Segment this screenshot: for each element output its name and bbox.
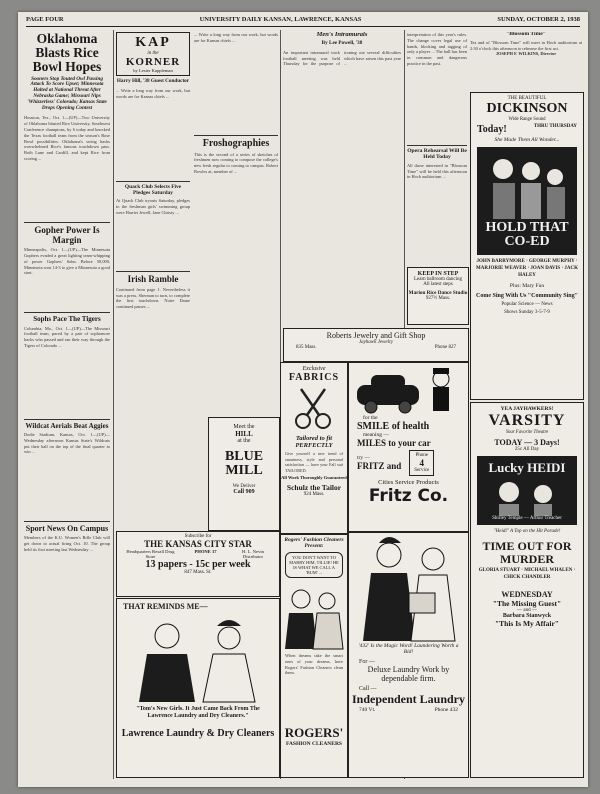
ad-name: Fritz Co.	[368, 486, 449, 506]
ad-price: 13 papers - 15c per week	[145, 559, 251, 570]
ad-today: TODAY — 3 Days!	[494, 438, 560, 447]
schulz-tailor-ad[interactable]	[280, 362, 348, 534]
fritz-try-block	[357, 455, 401, 471]
story-headline: Froshographies	[202, 138, 270, 149]
story-text: An important intramural track football meeting was held Thursday for the purpose of ironing out several difficulties which have arisen this past year ...	[283, 49, 401, 67]
ad-name: Marion Rice Dance Studio	[408, 290, 468, 296]
story-headline: Sport News On Campus	[25, 523, 109, 533]
ad-phone: Phone 432	[434, 707, 458, 713]
ad-name: VARSITY	[488, 412, 566, 429]
ad-line: Subscribe for	[184, 534, 212, 539]
movie-cast: JOHN BARRYMORE · GEORGE MURPHY · MARJORIE WEAVER · JOAN DAVIS · JACK HALEY	[476, 259, 578, 278]
movie-cast: Shirley Temple — Arthur Treacher	[492, 516, 562, 521]
story-text: ... Write a long way from our work, but words are for Kansas chiefs ...	[194, 32, 278, 43]
phone-label: Service	[414, 468, 430, 473]
rogers-cleaners-ad[interactable]	[280, 534, 348, 778]
ad-day: WEDNESDAY	[501, 589, 553, 599]
poster-figures	[479, 153, 575, 221]
story-text: At Quack Club tryouts Saturday, pledges to the freshman girls' swimming group were Harriet Jewell, Jane Christy ...	[116, 198, 190, 215]
varsity-theatre-ad[interactable]	[470, 402, 584, 778]
ad-headline: KEEP IN STEP	[417, 271, 459, 277]
ad-line: THE BEAUTIFUL	[507, 96, 547, 101]
ad-sub: Your Favorite Theatre	[505, 430, 549, 435]
ad-headline: SMILE of health	[357, 421, 430, 432]
ad-thru: THRU THURSDAY	[533, 124, 577, 129]
story-headline: Sophs Pace The Tigers	[33, 315, 101, 324]
ad-line: YEA JAYHAWKERS!	[500, 406, 554, 412]
cartoon-illustration	[117, 614, 279, 704]
speech-bubble: YOU DON'T WANT TO MARRY HIM, TILLIE! HE IS WHAT WE CALL A 'BUM' ...	[285, 552, 343, 578]
ad-headline: Rogers' Fashion Cleaners Present:	[284, 537, 344, 549]
ad-caption: '432' Is the Magic Word! Laundering Worth a Bid!	[358, 643, 459, 655]
cartoon-illustration	[349, 533, 468, 643]
agent-left: Headquarters Rexall Drug Store	[126, 549, 175, 559]
ad-line: Meet the	[233, 424, 255, 430]
ad-name: BLUE MILL	[224, 449, 264, 478]
story-text: Members of the K.U. Women's Rifle Club will get down to actual firing Oct. 10. The group held its first meeting last Wednesday ...	[24, 535, 110, 552]
ad-copy: When dreams take the smart ones of your dreams, have Rogers' Fashion Cleaners clean them.	[285, 653, 343, 676]
fritz-mid	[349, 450, 468, 476]
ad-name: Independent Laundry	[351, 692, 466, 706]
ad-sub: Tailored to fit PERFECTLY	[295, 435, 333, 450]
ad-name: THE KANSAS CITY STAR	[144, 539, 252, 549]
movie-title: Lucky HEIDI	[488, 460, 566, 475]
movie-cast: GLORIA STUART · MICHAEL WHALEN · CHICK CHANDLER	[478, 568, 576, 580]
ad-line: For —	[359, 659, 375, 665]
scissors-illustration	[281, 383, 345, 435]
ad-sub: Wide Range Sound	[508, 117, 546, 122]
ad-name: Roberts Jewelry and Gift Shop	[326, 331, 426, 340]
blossom-notice	[470, 32, 582, 90]
kap-column	[116, 32, 190, 422]
story-headline: "Blossom Time"	[506, 32, 546, 37]
ad-sub: We Deliver	[232, 484, 256, 489]
story-headline: Gopher Power Is Margin	[34, 225, 100, 245]
ad-name: Schulz the Tailor	[286, 483, 342, 493]
story-headline: Men's Intramurals	[316, 32, 368, 38]
ad-line: try —	[357, 455, 370, 461]
ad-headline: MILES to your car	[357, 438, 431, 448]
ad-name: Lawrence Laundry & Dry Cleaners	[121, 728, 275, 740]
intramurals-column	[283, 32, 401, 264]
ad-headline: THAT REMINDS ME—	[123, 602, 208, 611]
kap-korner: KORNER	[125, 56, 181, 68]
sports-column	[24, 32, 110, 782]
page-number: PAGE FOUR	[26, 16, 64, 23]
dickinson-dates	[471, 122, 583, 137]
cartoon-illustration	[281, 581, 347, 651]
ad-sub: FASHION CLEANERS	[286, 741, 342, 747]
ad-line: HILL	[235, 430, 253, 438]
story-credit: JOSEPH F. WILKINS, Director	[495, 51, 557, 57]
ad-tagline: She Made Them All Wonder...	[494, 137, 560, 143]
lawrence-laundry-ad[interactable]	[116, 598, 280, 778]
movie-title: TIME OUT FOR MURDER	[482, 539, 572, 566]
story-text: Houston, Tex., Oct. 1—(UP)—Two University of Oklahoma blasted Rice University, Southwest Conference champions, by 6 today and knocked the Texas football team from the season's Rose Bowl possibilities. Oklahoma's swing backs overwhelmed Rice's famous touchdown pass. Both Lane and Cardill, and kept Rice from scoring ...	[24, 115, 110, 162]
ad-line: Plus: Mary Fun	[509, 283, 545, 290]
poster-figures	[479, 476, 575, 516]
ad-sub: Jayhawk Jewelry	[358, 340, 394, 345]
ad-phone: Call 909	[233, 489, 255, 495]
ad-phone: Phone 827	[434, 345, 456, 350]
phone-number: 17	[211, 549, 217, 554]
ad-headline: FRITZ and	[357, 461, 402, 471]
ad-line: Call —	[359, 686, 377, 692]
ad-quote: "Tom's New Girls. It Just Came Back From The Lawrence Laundry and Dry Cleaners."	[136, 706, 260, 720]
phone-number: 4	[419, 458, 425, 468]
phone-label: Phone	[415, 453, 429, 458]
ad-today: Today!	[477, 124, 507, 135]
movie-title: "The Missing Guest"	[492, 598, 562, 608]
movie-title: "This Is My Affair"	[495, 618, 559, 628]
phone-box	[409, 450, 434, 476]
ad-copy: Give yourself a new trend of smartness, style and personal satisfaction — have your Fall suit TAILORED.	[285, 451, 343, 473]
story-text: Tea and of "Blossom Time" will meet in Hoch auditorium at 2:30 o'clock this afternoon to rehearse the first act.	[470, 39, 582, 51]
ad-headline: Exclusive	[302, 366, 326, 372]
story-headline: Wildcat Aerials Beat Aggies	[25, 421, 109, 430]
kansan-column	[407, 32, 467, 264]
fritz-co-ad[interactable]	[348, 362, 469, 532]
ad-line: — and —	[517, 607, 537, 613]
kap-credit: Harry Hill, '38 Guest Conductor	[116, 78, 190, 84]
movie-poster	[477, 456, 577, 525]
ad-line: dependable firm.	[381, 674, 436, 683]
ad-line: for the	[363, 415, 378, 421]
main-subhead: Sooners Stop Touted Owl Passing Attack To Score Upset; Minnesota Halted at National Threat After Nebraska Game; Missouri Nips 'Whizzerless' Colorado; Kansas State Drops Opening Contest	[27, 75, 107, 112]
ad-note: Popular Science — News	[501, 302, 553, 308]
main-headline: Oklahoma Blasts Rice Bowl Hopes	[32, 32, 102, 75]
ad-foot: All Work Thoroughly Guaranteed	[281, 475, 347, 481]
ad-contact	[349, 707, 468, 713]
ad-name: DICKINSON	[486, 101, 568, 116]
ad-headline: FABRICS	[288, 372, 340, 383]
ad-name: ROGERS'	[284, 725, 344, 740]
newspaper-title: UNIVERSITY DAILY KANSAN, LAWRENCE, KANSAS	[199, 16, 362, 23]
phone-label: PHONE	[194, 549, 211, 554]
kap-logo-box	[116, 32, 190, 76]
story-text: Dodie Stadium, Kansas, Oct. 1—(UP)—Wednesday afternoon Kansas State's Wildcats put their ball on the top of the final quarter to win ...	[24, 431, 110, 455]
movie-cast: Barbara Stanwyck	[502, 612, 552, 619]
frosh-column	[194, 32, 278, 332]
newspaper-page	[18, 12, 588, 787]
story-headline: Irish Ramble	[127, 274, 179, 285]
story-text: interpretation of this year's rules. The change cover legal use of hands, blocking and tagging of only a player ... The ball has been in common and dangerous practice in the past.	[407, 32, 467, 67]
movie-poster	[477, 147, 577, 255]
roberts-jewelry-ad[interactable]	[283, 328, 469, 362]
agent-right: H. L. Nevin Distributor	[242, 549, 264, 559]
ad-line: Learn ballroom dancing	[413, 277, 463, 282]
kc-star-ad[interactable]	[116, 531, 280, 597]
ad-address: 847 Mass. St.	[184, 570, 212, 575]
star-agents	[117, 549, 279, 559]
ad-address: 740 Vt.	[359, 707, 376, 713]
ad-cta: Come Sing With Us "Community Sing"	[476, 293, 578, 300]
story-headline: Quack Club Selects Five Pledges Saturday	[124, 183, 182, 196]
ad-line: All latest steps	[423, 282, 453, 287]
ad-note: "Heidi" A Top on the Hit Parade!	[493, 529, 561, 534]
star-phone-block	[194, 549, 216, 559]
ad-line: meaning —	[363, 432, 389, 438]
movie-title: HOLD THAT CO-ED	[485, 220, 569, 249]
byline: By Lee Powell, '38	[321, 39, 363, 46]
story-text: All those interested in "Blossom Time" will be held this afternoon in Hoch auditorium ...	[407, 162, 467, 180]
story-text: ... Write a long way from our work, but words are for Kansas chiefs ...	[116, 87, 190, 99]
ad-address: 927½ Mass.	[425, 296, 451, 301]
story-headline: Opera Rehearsal Will Be Held Today	[407, 148, 467, 160]
ad-line: at the	[237, 438, 251, 444]
ad-line: Deluxe Laundry Work by	[367, 665, 450, 674]
column-rule	[113, 30, 114, 779]
kap-byline: by Lester Kappleman	[133, 68, 173, 73]
masthead	[26, 16, 580, 27]
ad-contact	[284, 345, 468, 350]
kap-title: KAP	[135, 35, 171, 50]
ad-times: Shows Sunday 3-5-7-9	[504, 310, 550, 316]
independent-laundry-ad[interactable]	[348, 532, 469, 778]
story-text: Minneapolis, Oct. 1—(UP)—The Minnesota Gophers evaded a great lighting team-whipping of power Gophers' Sohn. Before 50,000, Minnesota won 14-3 to give a Minnesota a good start.	[24, 247, 110, 276]
story-text: Columbia, Mo., Oct. 1—(UP)—The Missouri football team, paced by a pair of sophomore backs who passed and ran their way through the Tigers of Colorado ...	[24, 325, 110, 348]
story-text: This is the second of a series of sketches of freshmen now coming to compose the college's new fresh regular to coming to campus. Robert Bowles at, member of ...	[194, 151, 278, 174]
car-attendant-illustration	[349, 363, 468, 415]
issue-date: SUNDAY, OCTOBER 2, 1938	[497, 16, 580, 23]
ad-price: 25c All Day	[514, 447, 540, 452]
ad-line: Cities Service Products	[378, 479, 439, 486]
blue-mill-ad[interactable]	[208, 417, 280, 531]
ad-address: 835 Mass.	[296, 345, 317, 350]
dance-studio-ad[interactable]	[407, 267, 469, 325]
dickinson-theatre-ad[interactable]	[470, 92, 584, 400]
kap-in-the: in the	[147, 51, 159, 56]
story-text: Continued from page 1. Nevertheless it was a press, Sherman to turn, to complete the first touchdown. Notre Dame continued passes ...	[116, 286, 190, 310]
ad-address: 924 Mass.	[303, 492, 325, 498]
